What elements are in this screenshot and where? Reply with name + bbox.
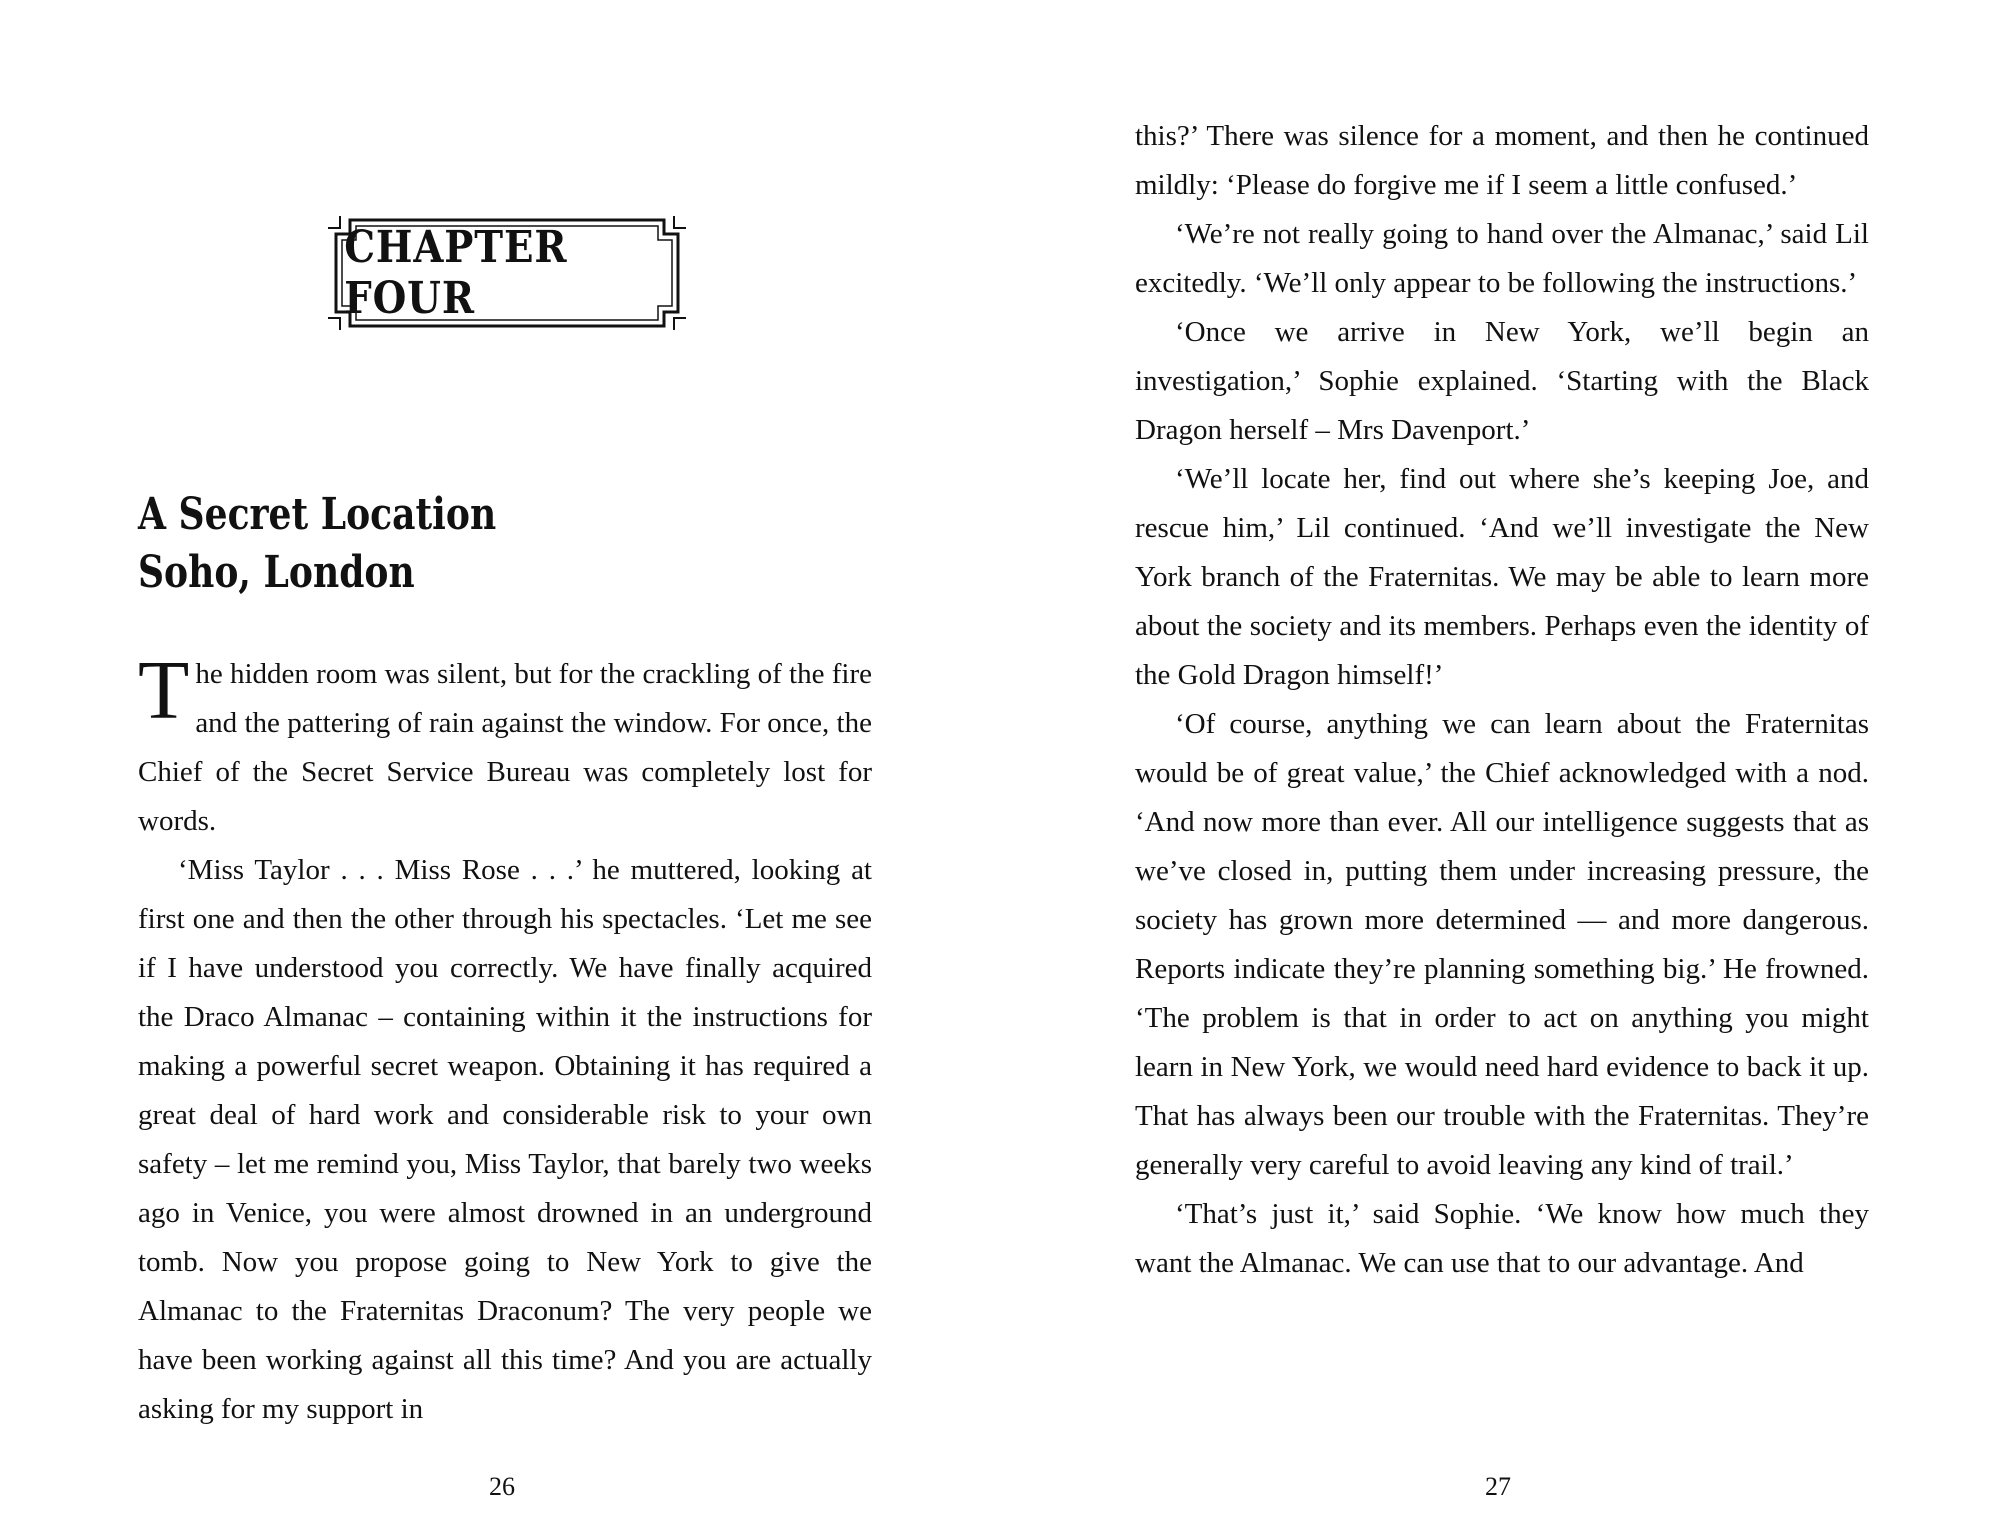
left-body-text bbox=[138, 644, 872, 1434]
location-heading bbox=[138, 486, 712, 602]
paragraph: ‘Once we arrive in New York, we’ll begin an investigation,’ Sophie explained. ‘Starting with the Black Dragon herself – Mrs Davenport.’ bbox=[1135, 316, 1869, 446]
right-body-text bbox=[1135, 112, 1869, 1288]
location-line-2: Soho, London bbox=[138, 547, 415, 598]
paragraph: ‘We’re not really going to hand over the Almanac,’ said Lil excitedly. ‘We’ll only appear to be following the instructions.’ bbox=[1135, 218, 1869, 299]
chapter-heading-frame bbox=[322, 210, 692, 336]
page-number: 26 bbox=[489, 1472, 515, 1501]
paragraph: ‘We’ll locate her, find out where she’s keeping Joe, and rescue him,’ Lil continued. ‘And we’ll investigate the New York branch of the Fraternitas. We may be able to learn more about the society and its members. Perhaps even the identity of the Gold Dragon himself!’ bbox=[1135, 463, 1869, 691]
paragraph: ‘That’s just it,’ said Sophie. ‘We know how much they want the Almanac. We can use that to our advantage. And bbox=[1135, 1198, 1869, 1279]
chapter-title: CHAPTER FOUR bbox=[344, 222, 568, 324]
paragraph: ‘Of course, anything we can learn about the Fraternitas would be of great value,’ the Chief acknowledged with a nod. ‘And now more than ever. All our intelligence suggests that as we’ve closed in, putting them under increasing pressure, the society has grown more determined — and more dangerous. Reports indicate they’re planning something big.’ He frowned. ‘The problem is that in order to act on anything you might learn in New York, we would need hard evidence to back it up. That has always been our trouble with the Fraternitas. They’re generally very careful to avoid leaving any kind of trail.’ bbox=[1135, 708, 1869, 1181]
page-number: 27 bbox=[1485, 1472, 1511, 1501]
location-line-1: A Secret Location bbox=[138, 489, 497, 540]
paragraph bbox=[138, 644, 872, 846]
right-page bbox=[1000, 0, 2000, 1536]
paragraph-text: he hidden room was silent, but for the crackling of the fire and the pattering of rain against the window. For once, the Chief of the Secret Service Bureau was completely lost for words. bbox=[138, 658, 872, 837]
paragraph: ‘Miss Taylor . . . Miss Rose . . .’ he muttered, looking at first one and then the other through his spectacles. ‘Let me see if I have understood you correctly. We have finally acquired the Draco Almanac – containing within it the instructions for making a powerful secret weapon. Obtaining it has required a great deal of hard work and considerable risk to your own safety – let me remind you, Miss Taylor, that barely two weeks ago in Venice, you were almost drowned in an underground tomb. Now you propose going to New York to give the Almanac to the Fraternitas Draconum? The very people we have been working against all this time? And you are actually asking for my support in bbox=[138, 854, 872, 1425]
drop-cap: T bbox=[138, 644, 190, 737]
paragraph: this?’ There was silence for a moment, and then he continued mildly: ‘Please do forgive me if I seem a little confused.’ bbox=[1135, 120, 1869, 201]
